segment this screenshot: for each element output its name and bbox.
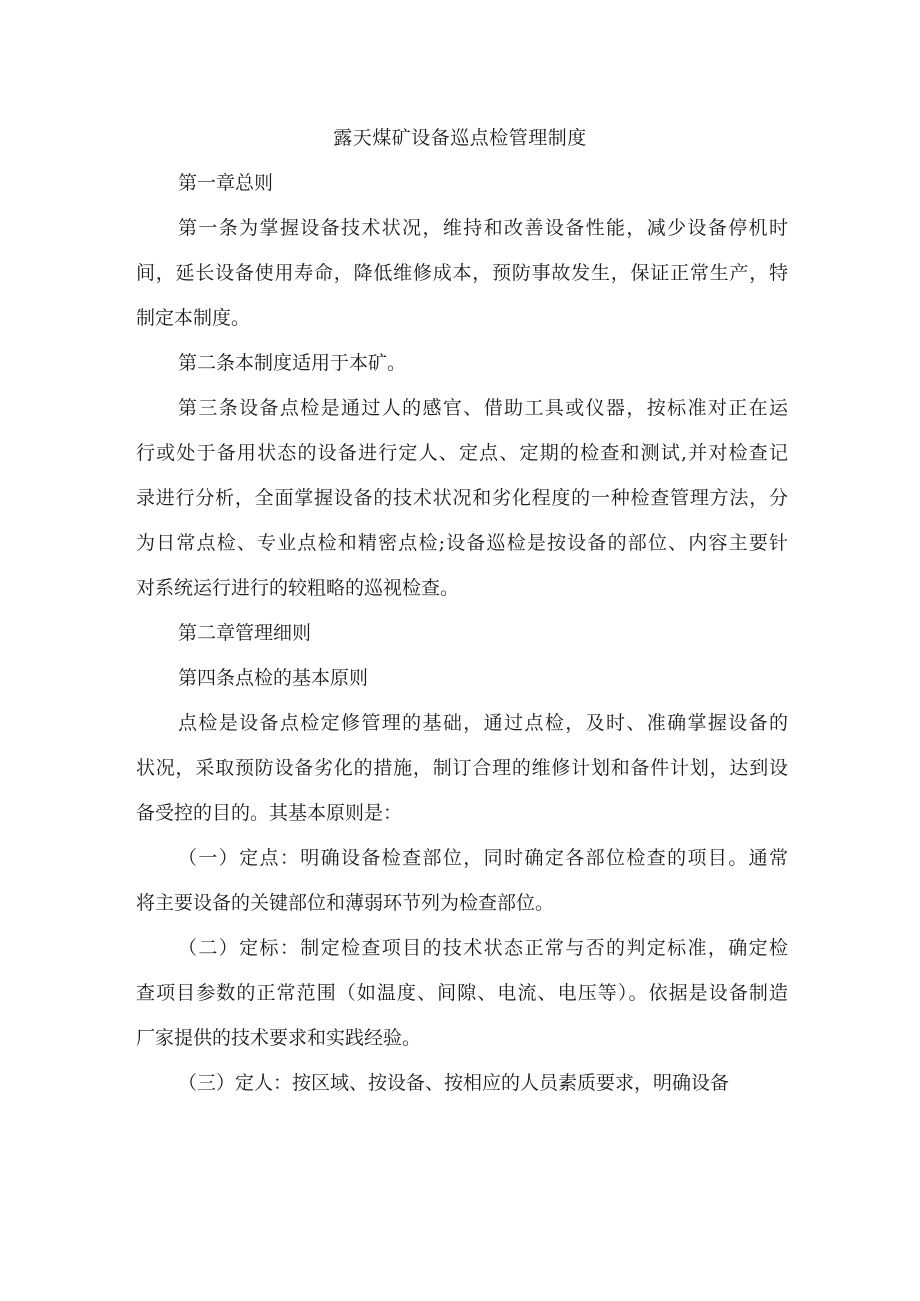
article-4-heading [136, 664, 788, 709]
text-line: 第二章管理细则 [178, 622, 312, 644]
text-line: 点检是设备点检定修管理的基础，通过点检，及时、准确掌握设备的 [178, 712, 788, 734]
text-line: 行或处于备用状态的设备进行定人、定点、定期的检查和测试,并对检查记 [136, 442, 788, 464]
text-line: 查项目参数的正常范围（如温度、间隙、电流、电压等）。依据是设备制造 [136, 982, 788, 1004]
principle-2-paragraph [136, 934, 788, 1069]
text-line: 第四条点检的基本原则 [178, 667, 369, 689]
principle-3-paragraph [136, 1069, 788, 1114]
text-line: 对系统运行进行的较粗略的巡视检查。 [136, 577, 460, 599]
text-line: 为日常点检、专业点检和精密点检;设备巡检是按设备的部位、内容主要针 [136, 532, 788, 554]
document-title: 露天煤矿设备巡点检管理制度 [333, 127, 587, 149]
text-line: 第一章总则 [178, 172, 274, 194]
chapter-2-heading [136, 619, 788, 664]
article-4-body-paragraph [136, 709, 788, 844]
text-line: 第一条为掌握设备技术状况，维持和改善设备性能，减少设备停机时 [178, 217, 788, 239]
text-line: 制定本制度。 [136, 307, 251, 329]
text-line: （一）定点：明确设备检查部位，同时确定各部位检查的项目。通常 [178, 847, 788, 869]
text-line: 间，延长设备使用寿命，降低维修成本，预防事故发生，保证正常生产，特 [136, 262, 788, 284]
article-3-paragraph [136, 394, 788, 619]
text-line: 状况，采取预防设备劣化的措施，制订合理的维修计划和备件计划，达到设 [136, 757, 788, 779]
text-line: 第二条本制度适用于本矿。 [178, 352, 407, 374]
text-line: 录进行分析，全面掌握设备的技术状况和劣化程度的一种检查管理方法，分 [136, 487, 788, 509]
text-line: 备受控的目的。其基本原则是： [136, 802, 403, 824]
text-line: （三）定人：按区域、按设备、按相应的人员素质要求，明确设备 [178, 1072, 730, 1094]
article-1-paragraph [136, 214, 788, 349]
principle-1-paragraph [136, 844, 788, 934]
chapter-1-heading [136, 169, 788, 214]
article-2-paragraph [136, 349, 788, 394]
text-line: 将主要设备的关键部位和薄弱环节列为检查部位。 [136, 892, 555, 914]
text-line: 厂家提供的技术要求和实践经验。 [136, 1027, 422, 1049]
text-line: 第三条设备点检是通过人的感官、借助工具或仪器，按标准对正在运 [178, 397, 788, 419]
text-line: （二）定标：制定检查项目的技术状态正常与否的判定标准，确定检 [178, 937, 788, 959]
